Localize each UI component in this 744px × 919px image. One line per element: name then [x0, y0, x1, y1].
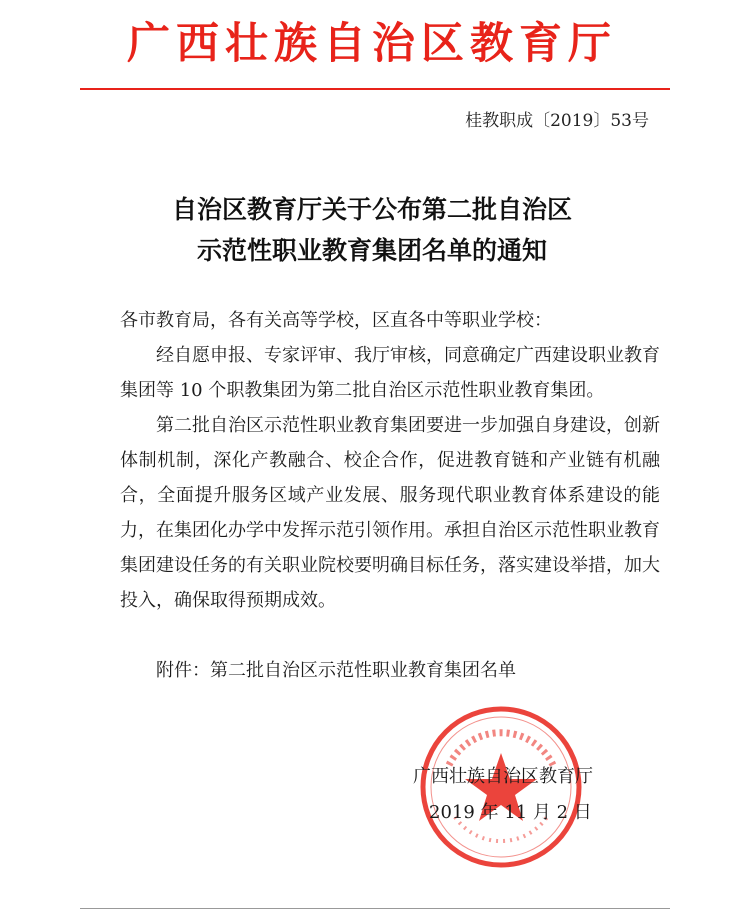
issuer-name: 广西壮族自治区教育厅: [413, 766, 593, 787]
salutation: 各市教育局，各有关高等学校，区直各中等职业学校：: [120, 310, 552, 331]
issue-date: 2019 年 11 月 2 日: [429, 802, 592, 823]
body-paragraph-2: 第二批自治区示范性职业教育集团要进一步加强自身建设，创新体制机制，深化产教融合、校企合作，促进教育链和产业链有机融合，全面提升服务区域产业发展、服务现代职业教育体系建设的能力，在集团化办学中发挥示范引领作用。承担自治区示范性职业教育集团建设任务的有关职业院校要明确目标任务，落实建设举措，加大投入，确保取得预期成效。: [120, 415, 660, 611]
footer-divider: [80, 908, 670, 909]
body-paragraph-1: 经自愿申报、专家评审、我厅审核，同意确定广西建设职业教育集团等 10 个职教集团为第二批自治区示范性职业教育集团。: [120, 345, 660, 401]
document-number: 桂教职成〔2019〕53号: [465, 111, 649, 131]
document-title-line-1: 自治区教育厅关于公布第二批自治区: [171, 195, 572, 224]
letterhead-divider: [80, 88, 670, 90]
document-title-line-2: 示范性职业教育集团名单的通知: [196, 236, 547, 265]
letterhead-title: 广西壮族自治区教育厅: [127, 19, 617, 69]
attachment-note: 附件：第二批自治区示范性职业教育集团名单: [156, 660, 516, 681]
